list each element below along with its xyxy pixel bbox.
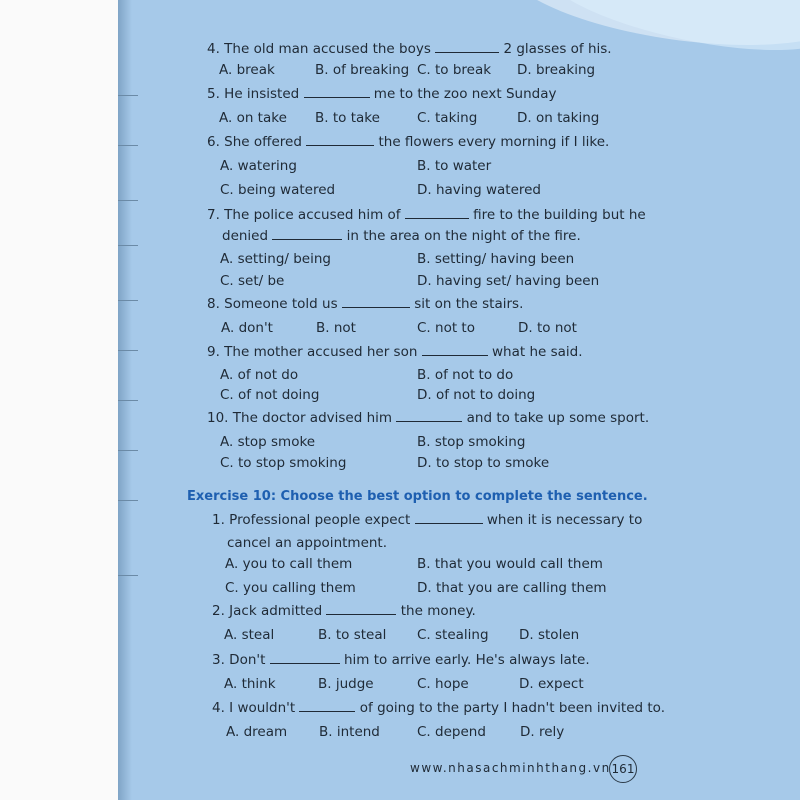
question-line <box>207 41 612 57</box>
answer-option: A. you to call them <box>225 556 353 572</box>
footer-website: www.nhasachminhthang.vn <box>410 761 611 775</box>
answer-option: C. of not doing <box>220 387 320 403</box>
question-line <box>207 410 649 426</box>
answer-blank <box>405 208 469 219</box>
answer-blank <box>435 42 499 53</box>
question-line <box>207 296 523 312</box>
question-line <box>212 652 590 668</box>
question-text: cancel an appointment. <box>227 535 388 551</box>
answer-option: B. to take <box>315 110 380 126</box>
question-line <box>207 344 583 360</box>
answer-option: D. expect <box>519 676 584 692</box>
answer-option: D. having watered <box>417 182 542 198</box>
question-text: me to the zoo next Sunday <box>369 86 557 102</box>
answer-blank <box>306 135 374 146</box>
question-text: the flowers every morning if I like. <box>374 134 610 150</box>
question-text: 2 glasses of his. <box>499 41 612 57</box>
question-text: in the area on the night of the fire. <box>342 228 581 244</box>
question-text: 1. Professional people expect <box>212 512 415 528</box>
answer-option: B. not <box>316 320 356 336</box>
question-text: 4. The old man accused the boys <box>207 41 436 57</box>
question-text: 4. I wouldn't <box>212 700 300 716</box>
question-text: 6. She offered <box>207 134 307 150</box>
answer-option: C. to stop smoking <box>220 455 347 471</box>
margin-tick <box>118 95 138 96</box>
question-text: denied <box>222 228 273 244</box>
answer-option: B. of breaking <box>315 62 410 78</box>
answer-option: D. to not <box>518 320 577 336</box>
answer-option: D. stolen <box>519 627 580 643</box>
answer-option: C. you calling them <box>225 580 356 596</box>
answer-option: A. of not do <box>220 367 299 383</box>
answer-option: A. watering <box>220 158 297 174</box>
answer-option: A. think <box>224 676 276 692</box>
margin-tick <box>118 145 138 146</box>
margin-tick <box>118 245 138 246</box>
question-text: 5. He insisted <box>207 86 304 102</box>
margin-tick <box>118 575 138 576</box>
question-line <box>212 603 476 619</box>
margin-tick <box>118 300 138 301</box>
answer-blank <box>396 411 462 422</box>
answer-option: C. not to <box>417 320 475 336</box>
question-text: when it is necessary to <box>482 512 643 528</box>
answer-option: B. to steal <box>318 627 387 643</box>
question-text: what he said. <box>487 344 583 360</box>
question-text: 3. Don't <box>212 652 270 668</box>
question-line <box>207 134 609 150</box>
answer-option: C. set/ be <box>220 273 285 289</box>
answer-option: A. dream <box>226 724 288 740</box>
answer-option: A. setting/ being <box>220 251 331 267</box>
margin-tick <box>118 350 138 351</box>
answer-blank <box>272 229 342 240</box>
question-line <box>212 700 665 716</box>
answer-blank <box>326 604 396 615</box>
margin-tick <box>118 450 138 451</box>
answer-blank <box>422 345 488 356</box>
answer-option: C. hope <box>417 676 469 692</box>
question-text: of going to the party I hadn't been invited to. <box>355 700 665 716</box>
exercise-10-heading: Exercise 10: Choose the best option to complete the sentence. <box>187 489 648 504</box>
question-line <box>207 86 556 102</box>
answer-option: C. stealing <box>417 627 489 643</box>
question-text: 8. Someone told us <box>207 296 342 312</box>
answer-option: D. that you are calling them <box>417 580 607 596</box>
question-text: and to take up some sport. <box>462 410 650 426</box>
margin-tick <box>118 500 138 501</box>
answer-option: D. on taking <box>517 110 600 126</box>
answer-blank <box>342 297 410 308</box>
answer-option: A. don't <box>221 320 273 336</box>
question-line <box>212 512 642 528</box>
margin-tick <box>118 200 138 201</box>
question-line-continued <box>227 535 387 551</box>
answer-option: D. breaking <box>517 62 596 78</box>
answer-option: B. of not to do <box>417 367 514 383</box>
question-line-continued <box>222 228 581 244</box>
question-text: fire to the building but he <box>468 207 646 223</box>
answer-option: B. to water <box>417 158 492 174</box>
answer-option: D. having set/ having been <box>417 273 600 289</box>
question-text: 9. The mother accused her son <box>207 344 422 360</box>
answer-option: A. on take <box>219 110 287 126</box>
question-line <box>207 207 646 223</box>
answer-option: B. intend <box>319 724 380 740</box>
question-text: 7. The police accused him of <box>207 207 405 223</box>
answer-blank <box>415 513 483 524</box>
answer-blank <box>299 701 355 712</box>
answer-option: B. that you would call them <box>417 556 603 572</box>
answer-option: D. to stop to smoke <box>417 455 550 471</box>
question-text: sit on the stairs. <box>409 296 524 312</box>
margin-tick <box>118 400 138 401</box>
question-text: 2. Jack admitted <box>212 603 327 619</box>
answer-blank <box>304 87 370 98</box>
answer-option: D. of not to doing <box>417 387 536 403</box>
answer-option: A. steal <box>224 627 275 643</box>
answer-option: C. to break <box>417 62 492 78</box>
answer-option: B. stop smoking <box>417 434 526 450</box>
question-text: the money. <box>396 603 476 619</box>
answer-option: B. setting/ having been <box>417 251 575 267</box>
answer-blank <box>270 653 340 664</box>
answer-option: C. depend <box>417 724 486 740</box>
answer-option: D. rely <box>520 724 565 740</box>
answer-option: B. judge <box>318 676 374 692</box>
answer-option: A. stop smoke <box>220 434 316 450</box>
question-text: him to arrive early. He's always late. <box>339 652 590 668</box>
question-text: 10. The doctor advised him <box>207 410 397 426</box>
answer-option: A. break <box>219 62 275 78</box>
answer-option: C. taking <box>417 110 478 126</box>
page-number: 161 <box>609 755 637 783</box>
answer-option: C. being watered <box>220 182 336 198</box>
